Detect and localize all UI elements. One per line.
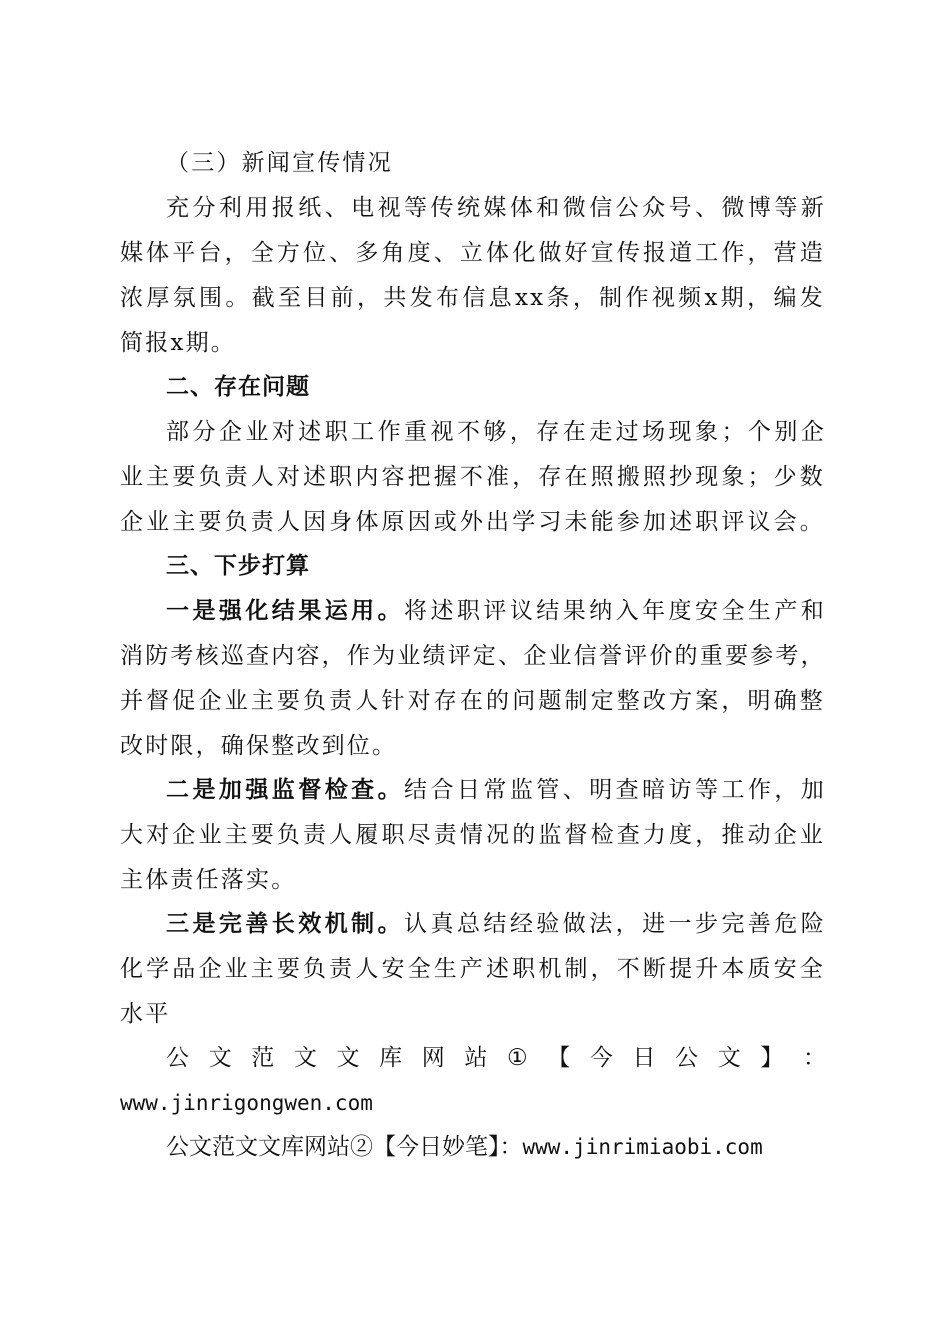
footer-char: 公	[166, 1045, 189, 1071]
footer-char: 公	[675, 1045, 699, 1071]
footer-char: 文	[717, 1045, 741, 1071]
footer-site2-url[interactable]: www.jinrimiaobi.com	[522, 1135, 763, 1159]
paragraph-line: 消防考核巡查内容，作为业绩评定、企业信誉评价的重要参考，	[120, 643, 825, 669]
footer-char: 站	[464, 1045, 488, 1071]
section-heading-problems: 二、存在问题	[166, 374, 310, 400]
item-text: 认真总结经验做法，进一步完善危险	[404, 911, 826, 937]
paragraph-line	[166, 775, 826, 805]
footer-char: 文	[293, 1045, 317, 1071]
paragraph-line	[166, 596, 826, 626]
item-text: 结合日常监管、明查暗访等工作，加	[404, 777, 826, 803]
subsection-heading: （三）新闻宣传情况	[166, 150, 393, 176]
paragraph-line: 简报x期。	[120, 330, 236, 356]
footer-char: 【	[547, 1045, 571, 1071]
footer-char: 文	[336, 1045, 360, 1071]
footer-char: ①	[507, 1045, 528, 1071]
paragraph-line	[166, 909, 826, 939]
paragraph-line: 水平	[120, 1001, 171, 1027]
footer-site1-label	[166, 1043, 826, 1073]
footer-char: 库	[379, 1045, 403, 1071]
paragraph-line: 浓厚氛围。截至目前，共发布信息xx条，制作视频x期，编发	[120, 285, 825, 311]
item-lead: 三是完善长效机制。	[166, 910, 405, 937]
footer-char: 日	[632, 1045, 656, 1071]
paragraph-line: 业主要负责人对述职内容把握不准，存在照搬照抄现象；少数	[120, 464, 825, 490]
footer-site1-url[interactable]: www.jinrigongwen.com	[120, 1091, 373, 1115]
footer-char: 范	[251, 1045, 275, 1071]
paragraph-line: 充分利用报纸、电视等传统媒体和微信公众号、微博等新	[166, 195, 826, 221]
footer-char: 文	[208, 1045, 232, 1071]
item-lead: 二是加强监督检查。	[166, 776, 405, 803]
paragraph-line: 主体责任落实。	[120, 867, 297, 893]
footer-char: ：	[803, 1045, 826, 1071]
section-heading-next-steps: 三、下步打算	[166, 553, 310, 579]
paragraph-line: 部分企业对述职工作重视不够，存在走过场现象；个别企	[166, 419, 826, 445]
paragraph-line: 并督促企业主要负责人针对存在的问题制定整改方案，明确整	[120, 688, 825, 714]
paragraph-line: 大对企业主要负责人履职尽责情况的监督检查力度，推动企业	[120, 822, 825, 848]
paragraph-line: 改时限，确保整改到位。	[120, 733, 398, 759]
footer-char: 今	[589, 1045, 613, 1071]
item-text: 将述职评议结果纳入年度安全生产和	[404, 598, 826, 624]
footer-char: 网	[421, 1045, 445, 1071]
footer-site2-label: 公文范文文库网站②【今日妙笔】：	[166, 1134, 523, 1160]
paragraph-line: 企业主要负责人因身体原因或外出学习未能参加述职评议会。	[120, 509, 825, 535]
item-lead: 一是强化结果运用。	[166, 597, 405, 624]
footer-site2	[166, 1132, 826, 1162]
paragraph-line: 化学品企业主要负责人安全生产述职机制，不断提升本质安全	[120, 956, 825, 982]
paragraph-line: 媒体平台，全方位、多角度、立体化做好宣传报道工作，营造	[120, 240, 825, 266]
footer-char: 】	[760, 1045, 784, 1071]
